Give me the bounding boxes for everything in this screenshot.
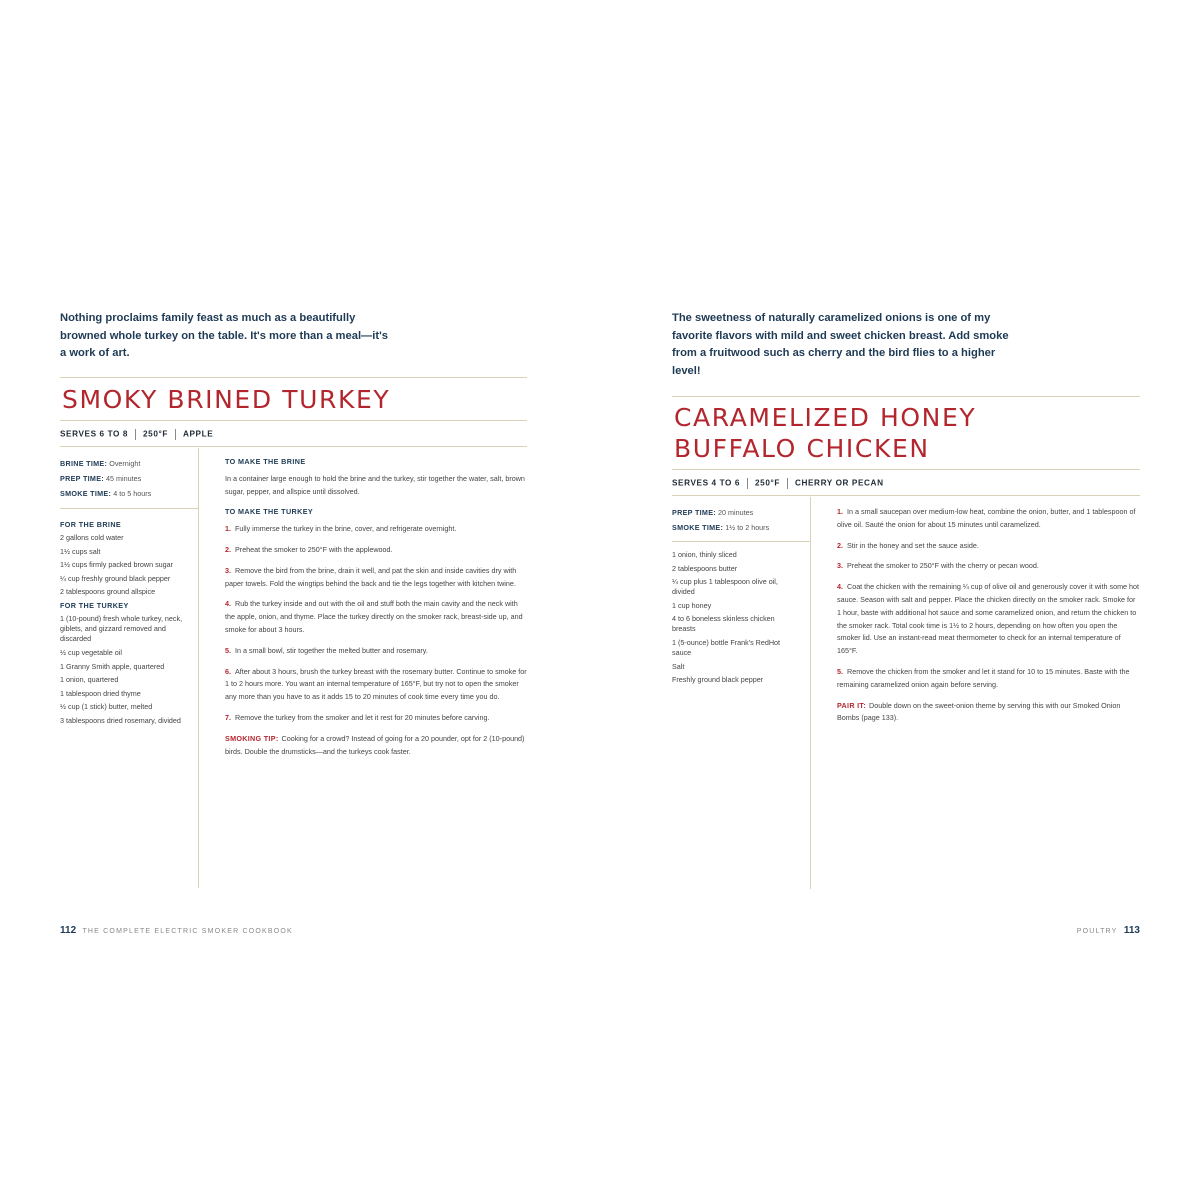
ingredient: 2 tablespoons butter xyxy=(672,563,738,573)
step: 3. Preheat the smoker to 250°F with the cherry or pecan wood. xyxy=(837,561,1039,571)
chicken-directions xyxy=(837,506,1140,733)
step: 4. Rub the turkey inside and out with the oil and stuff both the main cavity and the neck with the apple, onion, and thyme. Place the turkey directly on the smoker rack, breast-side up, and smoke for about 3 hours. xyxy=(225,599,523,634)
chicken-intro: The sweetness of naturally caramelized onions is one of my favorite flavors with mild and sweet chicken breast. Add smoke from a fruitwood such as cherry and the bird flies to a higher level! xyxy=(672,312,1009,377)
step: 6. After about 3 hours, brush the turkey breast with the rosemary butter. Continue to smoke for 1 to 2 hours more. You want an internal temperature of 165°F, but try not to open the smoker any more than you have to as it adds 15 to 20 minutes of cook time every time you do. xyxy=(225,666,527,702)
chicken-title xyxy=(674,402,1134,464)
section-title: POULTRY xyxy=(1076,928,1118,935)
smoking-tip: SMOKING TIP: Cooking for a crowd? Instead of going for a 20 pounder, opt for 2 (10-pound) birds. Double the drumsticks—and the turkeys cook faster. xyxy=(225,733,525,756)
brine-heading: FOR THE BRINE xyxy=(60,520,122,529)
prep-time: PREP TIME: 20 minutes xyxy=(672,508,754,517)
turkey-ingredients xyxy=(60,516,188,730)
ingredient: 2 tablespoons ground allspice xyxy=(60,587,156,597)
step: 2. Stir in the honey and set the sauce aside. xyxy=(837,540,979,550)
turkey-intro: Nothing proclaims family feast as much as a beautifully browned whole turkey on the table. It's more than a meal—it's a work of art. xyxy=(60,312,388,359)
ingredient: ¼ cup freshly ground black pepper xyxy=(60,573,171,583)
temperature: 250°F xyxy=(143,429,168,439)
ingredient: 1 onion, quartered xyxy=(60,675,119,685)
divider xyxy=(672,469,1140,470)
turkey-title: SMOKY BRINED TURKEY xyxy=(62,385,391,414)
make-brine-heading: TO MAKE THE BRINE xyxy=(225,457,306,466)
chicken-times xyxy=(672,505,810,535)
chicken-meta xyxy=(672,478,884,489)
wood: APPLE xyxy=(182,429,214,439)
divider xyxy=(60,446,527,447)
divider xyxy=(672,541,810,542)
step: 1. In a small saucepan over medium-low heat, combine the onion, butter, and 1 tablespoon of olive oil. Sauté the onion for about 15 minutes until caramelized. xyxy=(837,507,1136,529)
chicken-ingredients xyxy=(672,550,800,689)
temperature: 250°F xyxy=(755,478,780,488)
ingredient: 1 tablespoon dried thyme xyxy=(60,688,141,698)
divider xyxy=(60,508,198,509)
ingredient: 1 (5-ounce) bottle Frank's RedHot sauce xyxy=(672,637,781,657)
servings: SERVES 4 TO 6 xyxy=(672,478,741,488)
ingredient: 4 to 6 boneless skinless chicken breasts xyxy=(672,614,775,634)
turkey-meta xyxy=(60,429,213,440)
book-title: THE COMPLETE ELECTRIC SMOKER COOKBOOK xyxy=(82,928,293,935)
divider xyxy=(672,495,1140,496)
right-folio xyxy=(1077,925,1140,936)
title-line-1: CARAMELIZED HONEY xyxy=(674,403,977,432)
step: 5. Remove the chicken from the smoker and let it stand for 10 to 15 minutes. Baste with the remaining caramelized onion again before serving. xyxy=(837,666,1130,689)
ingredient: ¼ cup plus 1 tablespoon olive oil, divided xyxy=(672,577,778,597)
ingredient: 1½ cups salt xyxy=(60,546,101,556)
ingredient: 1 (10-pound) fresh whole turkey, neck, giblets, and gizzard removed and discarded xyxy=(60,614,183,644)
ingredient: 1 onion, thinly sliced xyxy=(672,550,737,559)
left-folio xyxy=(60,925,293,936)
pair-it-tip: PAIR IT: Double down on the sweet-onion theme by serving this with our Smoked Onion Bombs (page 133). xyxy=(837,700,1121,723)
step: 3. Remove the bird from the brine, drain it well, and pat the skin and inside cavities dry with paper towels. Fold the wingtips behind the back and tie the legs together with kitchen twine. xyxy=(225,565,517,588)
step: 1. Fully immerse the turkey in the brine, cover, and refrigerate overnight. xyxy=(225,524,457,534)
divider xyxy=(672,396,1140,397)
ingredient: 3 tablespoons dried rosemary, divided xyxy=(60,715,181,725)
title-line-2: BUFFALO CHICKEN xyxy=(674,434,930,463)
divider xyxy=(60,377,527,378)
servings: SERVES 6 TO 8 xyxy=(60,429,129,439)
smoke-time: SMOKE TIME: 1½ to 2 hours xyxy=(672,523,770,532)
prep-time: PREP TIME: 45 minutes xyxy=(60,474,142,483)
page-number: 112 xyxy=(60,925,77,936)
ingredient: ½ cup vegetable oil xyxy=(60,647,122,657)
step: 4. Coat the chicken with the remaining ¼ cup of olive oil and generously cover it with some hot sauce. Season with salt and pepper. Place the chicken directly on the smoker rack. Smoke for 1 hour, baste with additional hot sauce and some caramelized onion, and return the chicken to the smoker rack. Total cook time is 1½ to 2 hours, depending on how often you open the smoker lid. Use an instant-read meat thermometer to check for an internal temperature of 165°F. xyxy=(837,582,1140,656)
brine-time: BRINE TIME: Overnight xyxy=(60,459,141,468)
divider xyxy=(60,420,527,421)
turkey-times xyxy=(60,456,198,501)
column-divider xyxy=(198,448,199,888)
wood: CHERRY OR PECAN xyxy=(794,478,884,488)
turkey-heading: FOR THE TURKEY xyxy=(60,601,129,611)
column-divider xyxy=(810,497,811,889)
make-brine-text: In a container large enough to hold the brine and the turkey, stir together the water, salt, brown sugar, pepper, and allspice until dissolved. xyxy=(225,473,525,496)
step: 5. In a small bowl, stir together the melted butter and rosemary. xyxy=(225,645,428,655)
ingredient: 1 cup honey xyxy=(672,600,712,610)
ingredient: 2 gallons cold water xyxy=(60,533,124,542)
step: 2. Preheat the smoker to 250°F with the applewood. xyxy=(225,544,393,554)
ingredient: Salt xyxy=(672,661,685,671)
ingredient: 1½ cups firmly packed brown sugar xyxy=(60,560,174,570)
make-turkey-heading: TO MAKE THE TURKEY xyxy=(225,507,314,517)
step: 7. Remove the turkey from the smoker and let it rest for 20 minutes before carving. xyxy=(225,712,490,722)
ingredient: 1 Granny Smith apple, quartered xyxy=(60,661,165,671)
ingredient: Freshly ground black pepper xyxy=(672,675,764,685)
smoke-time: SMOKE TIME: 4 to 5 hours xyxy=(60,489,152,498)
turkey-directions xyxy=(225,456,527,766)
page-number: 113 xyxy=(1123,925,1140,936)
ingredient: ½ cup (1 stick) butter, melted xyxy=(60,702,153,712)
right-page xyxy=(600,0,1200,1200)
